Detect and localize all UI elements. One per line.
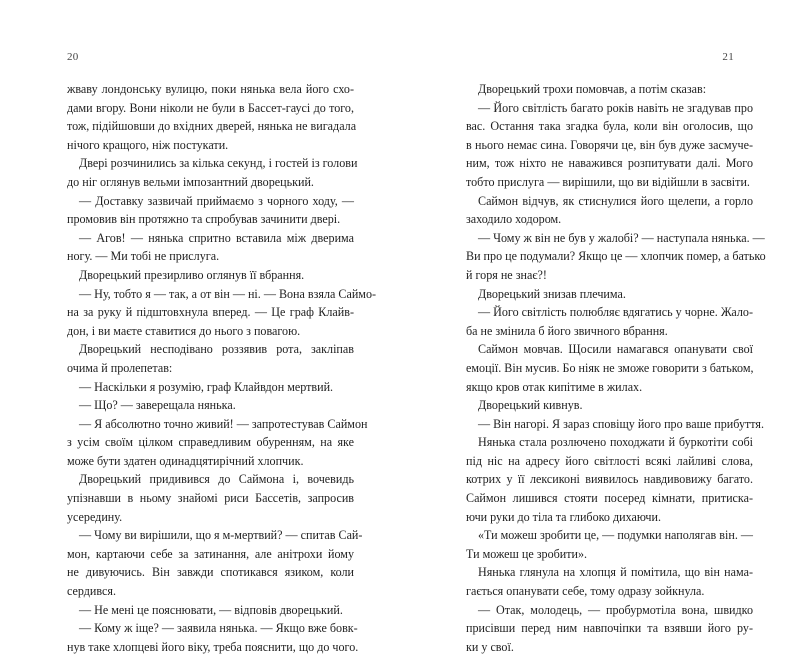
text-line: Саймон відчув, як стиснулися його щелепи, а горло [478, 193, 753, 208]
text-line: — Кому ж іще? — заявила нянька. — Якщо вже бовк- [79, 621, 358, 636]
text-line: Саймон мовчав. Щосили намагався опанувати свої [478, 342, 753, 357]
text-line: упізнавши в ньому знайомі риси Бассетів, запросив [67, 491, 354, 506]
page-number-right: 21 [722, 51, 734, 63]
text-line: — Чому ви вирішили, що я м-мертвий? — спитав Сай- [79, 528, 363, 543]
text-line: жваву лондонську вулицю, поки нянька вела його схо- [67, 82, 354, 96]
text-line: очима й пролепетав: [67, 360, 173, 375]
text-line: Дворецький трохи помовчав, а потім сказав: [478, 82, 707, 96]
text-line: Дворецький придивився до Саймона і, вочевидь [79, 472, 354, 487]
text-line: Нянька глянула на хлопця й помітила, що він нама- [478, 565, 753, 580]
right-page [400, 0, 800, 654]
text-line: Ви про це подумали? Якщо це — хлопчик помер, а батько [466, 249, 766, 264]
text-line: усередину. [67, 509, 123, 524]
text-line: — Його світлість багато років навіть не згадував про [478, 100, 753, 115]
text-line: — Отак, молодець, — пробурмотіла вона, швидко [478, 602, 753, 617]
text-line: Нянька стала розлючено походжати й буркотіти собі [478, 435, 753, 450]
text-line: гається опанувати себе, тому одразу зойкнула. [466, 584, 705, 599]
text-line: ки у свої. [466, 639, 514, 654]
text-line: нічого кращого, ніж постукати. [67, 137, 229, 152]
text-line: Ти можеш це зробити». [466, 546, 588, 561]
text-line: Двері розчинились за кілька секунд, і гостей із голови [79, 156, 358, 171]
text-line: — Не мені це пояснювати, — відповів дворецький. [79, 602, 343, 617]
text-line: Дворецький несподівано роззявив рота, закліпав [79, 342, 354, 357]
text-line: — Ну, тобто я — так, а от він — ні. — Вона взяла Саймо- [79, 286, 377, 301]
text-line: ногу. — Ми тобі не прислуга. [67, 249, 220, 264]
text-line: ним, тож ніхто не наважився розпитувати далі. Мого [466, 156, 753, 171]
text-line: промовив він протяжно та спробував зачинити двері. [67, 212, 341, 227]
text-line: «Ти можеш зробити це, — подумки наполягав він. — [478, 528, 753, 543]
text-line: — Його світлість полюбляє вдягатись у чорне. Жало- [478, 305, 753, 320]
text-line: якщо кров отак кипітиме в жилах. [466, 379, 643, 394]
text-line: мон, картаючи себе за затинання, але анітрохи йому [67, 546, 354, 561]
page-number-left: 20 [67, 51, 79, 63]
text-line: — Я абсолютно точно живий! — запротестував Саймон [79, 416, 368, 431]
text-line: тобто прислуга — вирішили, що ви відійшли в засвіти. [466, 174, 750, 189]
text-line: — Що? — заверещала нянька. [79, 398, 236, 413]
left-page-text [67, 80, 377, 656]
text-line: ючи руки до тіла та глибоко дихаючи. [466, 509, 661, 524]
left-page [0, 0, 400, 654]
text-line: Саймон лишився стояти посеред кімнати, притиска- [466, 491, 753, 506]
text-line: — Чому ж він не був у жалобі? — наступала нянька. — [478, 230, 765, 245]
text-line: — Він нагорі. Я зараз сповіщу його про ваше прибуття. [478, 416, 765, 431]
text-line: — Доставку зазвичай приймаємо з чорного ходу, — [79, 193, 354, 208]
text-line: — Наскільки я розумію, граф Клайвдон мертвий. [79, 379, 334, 394]
text-line: з усім своїм цілком справедливим обуренням, на яке [67, 435, 354, 450]
text-line: дон, і ви маєте ставитися до нього з повагою. [67, 323, 301, 338]
text-line: на за руку й підштовхнула вперед. — Це граф Клайв- [67, 305, 354, 320]
text-line: нув таке хлопцеві його віку, треба пояснити, що до чого. [67, 639, 359, 654]
right-page-text [466, 80, 766, 656]
text-line: емоції. Він мусив. Бо ніяк не зможе говорити з батьком, [466, 360, 754, 375]
text-line: Дворецький кивнув. [478, 398, 583, 413]
text-line: не дивуючись. Він завжди спотикався язиком, коли [67, 565, 354, 580]
text-line: присівши перед ним навпочіпки та взявши його ру- [466, 621, 753, 636]
text-line: в нього немає сина. Говорячи це, він був дуже засмуче- [466, 137, 753, 152]
text-line: сердився. [67, 584, 116, 599]
text-line: дами вгору. Вони ніколи не були в Бассет-гаусі до того, [67, 100, 354, 115]
text-line: Дворецький знизав плечима. [478, 286, 626, 301]
text-line: може бути здатен одинадцятирічний хлопчик. [67, 453, 304, 468]
text-line: під ніс на адресу його світлості всякі лайливі слова, [466, 453, 753, 468]
text-line: до ніг оглянув вельми імпозантний дворецький. [67, 174, 314, 189]
text-line: Дворецький презирливо оглянув її вбрання. [79, 267, 305, 282]
text-line: ба не змінила б його звичного вбрання. [466, 323, 668, 338]
text-line: заходило ходором. [466, 212, 562, 227]
text-line: вас. Остання така згадка була, коли він оголосив, що [466, 119, 753, 134]
text-line: — Агов! — нянька спритно вставила між дверима [79, 230, 354, 245]
text-line: тож, підійшовши до вхідних дверей, нянька не вигадала [67, 119, 357, 134]
text-line: й горя не знає?! [466, 267, 547, 282]
text-line: котрих у її лексиконі виявилось навдивовижу багато. [466, 472, 753, 487]
